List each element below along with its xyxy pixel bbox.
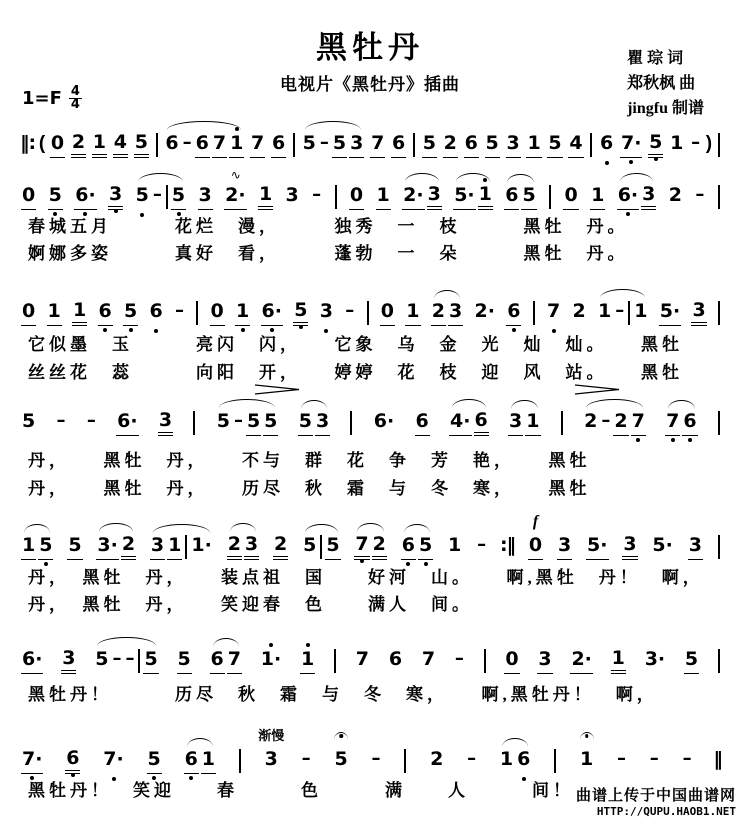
note: 5: [135, 185, 150, 210]
note: 2: [613, 411, 628, 436]
note: 3 渐慢: [264, 749, 279, 774]
note: 5: [293, 300, 308, 326]
note: 1: [448, 534, 462, 556]
note: 1: [579, 749, 594, 774]
octave-dot-below: [671, 438, 675, 442]
note: 5·: [659, 301, 681, 326]
barline: [334, 649, 336, 673]
lyric-line: 丹， 黑牡 丹， 笑迎春 色 满人 间。: [28, 595, 473, 614]
slur-group: [401, 184, 443, 210]
lyric-line: 它似墨 玉 亮闪 闪， 它象 乌 金 光 灿 灿。 黑牡: [28, 335, 683, 354]
note: 6·: [21, 649, 43, 674]
note: 7: [227, 649, 242, 674]
note: 3: [557, 535, 572, 560]
note: 6·: [116, 411, 138, 436]
note: 3: [349, 133, 364, 158]
decrescendo-hairpin-icon: [575, 384, 621, 395]
repeat-start-barline: ‖:: [20, 132, 36, 154]
note: 6: [210, 649, 225, 674]
site-name: 曲谱上传于中国曲谱网: [575, 788, 736, 804]
note: 5: [38, 535, 53, 560]
note: 6·: [373, 410, 395, 432]
note: 5: [521, 185, 536, 210]
note: 6·: [617, 185, 639, 210]
duration-dash: –: [649, 748, 659, 769]
duration-dash: –: [467, 748, 477, 769]
slur-group: [215, 410, 280, 436]
note: 6·: [74, 185, 96, 210]
note: 6: [65, 748, 80, 774]
note: 1: [201, 749, 216, 774]
note: 5: [48, 185, 63, 210]
note: 6: [682, 411, 697, 436]
note: 0 f: [528, 535, 543, 560]
barline: [554, 749, 556, 773]
note: 1: [229, 133, 244, 158]
note: 3: [622, 534, 637, 560]
note: 2· ∿: [224, 185, 246, 210]
note: 3: [315, 411, 330, 436]
note: 3: [506, 133, 521, 158]
slur-group: [616, 184, 658, 210]
note: 3·: [96, 535, 118, 560]
note: 5: [143, 649, 158, 674]
note: 3: [319, 301, 334, 326]
note: 3: [508, 411, 523, 436]
note: 7: [370, 133, 385, 158]
duration-dash: –: [617, 748, 626, 769]
note: 5: [263, 411, 278, 436]
music-system-7: [20, 728, 722, 774]
note: 6: [504, 185, 519, 210]
note: 2: [430, 748, 444, 770]
note: 1: [167, 535, 182, 560]
duration-dash: –: [56, 410, 66, 431]
slur-group: [452, 184, 494, 210]
barline: [239, 749, 241, 773]
parenthesis: (: [38, 133, 46, 154]
note: 3: [244, 534, 259, 560]
note: 6: [415, 411, 430, 436]
note: 0: [210, 301, 225, 326]
note: 6: [195, 133, 210, 158]
note: 1: [376, 185, 391, 210]
note: 1: [611, 648, 626, 674]
octave-dot-below: [629, 160, 633, 164]
slur-group: [149, 535, 214, 560]
note: 5: [134, 132, 149, 158]
note: 0: [504, 649, 519, 674]
fermata-icon: [334, 732, 348, 740]
note: 2: [431, 301, 446, 326]
note: 5: [95, 648, 109, 670]
credit-lyricist: 瞿 琮 词: [627, 50, 684, 67]
note: 1: [258, 184, 273, 210]
key-signature: [22, 86, 82, 111]
note: 3: [108, 184, 123, 210]
slur-group: [93, 648, 159, 674]
time-numerator: 4: [70, 84, 80, 99]
note: 1: [300, 649, 315, 674]
note: 6: [271, 133, 286, 158]
note: 1: [405, 301, 420, 326]
slur-group: [498, 749, 532, 774]
note: 3: [150, 535, 165, 560]
note: 1·: [191, 534, 212, 556]
note: 3: [285, 184, 299, 206]
note: 1: [499, 748, 514, 770]
note: 2: [668, 184, 682, 206]
barline: [185, 535, 187, 559]
barline: [533, 301, 535, 325]
music-system-5: [20, 513, 722, 560]
note: 0: [50, 133, 65, 158]
note: 7: [665, 411, 680, 436]
note: 1: [47, 301, 62, 326]
slur-group: [209, 649, 243, 674]
fermata-icon: [580, 732, 594, 740]
note: 6: [98, 301, 113, 326]
duration-dash: –: [233, 410, 243, 431]
barline: [590, 133, 592, 157]
note: 6: [506, 301, 521, 326]
slur-group: [507, 411, 541, 436]
duration-dash: –: [319, 132, 329, 153]
slur-group: [134, 184, 187, 210]
note: 1·: [260, 649, 282, 674]
duration-dash: –: [312, 184, 322, 205]
note: 3: [537, 649, 552, 674]
barline: [196, 301, 198, 325]
note: 1: [72, 300, 87, 326]
duration-dash: –: [615, 300, 625, 321]
note: 5·: [652, 534, 673, 556]
note: 0: [563, 185, 578, 210]
note: 6: [599, 133, 614, 158]
slur-group: [664, 411, 698, 436]
note: 6·: [261, 301, 283, 326]
note: 6: [516, 749, 531, 774]
tempo-mark: 渐慢: [258, 728, 285, 743]
credits-block: [627, 46, 704, 121]
note: 4: [568, 133, 583, 158]
duration-dash: –: [86, 410, 96, 431]
note: 5: [171, 185, 186, 210]
barline: [718, 535, 720, 559]
note: 0: [21, 185, 36, 210]
note: 5: [302, 132, 316, 154]
octave-dot-above: [483, 178, 487, 182]
note: 6: [165, 132, 179, 154]
music-system-2: [20, 168, 722, 210]
note: 5: [422, 133, 437, 158]
slur-group: [20, 535, 54, 560]
note: 7: [250, 133, 265, 158]
note: 7·: [102, 749, 124, 774]
note: 2: [572, 300, 586, 322]
slur-group: [163, 132, 245, 158]
duration-dash: –: [345, 300, 355, 321]
note: 2: [273, 534, 288, 560]
credit-composer: 郑秋枫 曲: [627, 75, 696, 92]
slur-group: [596, 300, 649, 326]
barline: [350, 411, 352, 435]
note: 5: [485, 133, 500, 158]
note: 3: [688, 535, 703, 560]
note: 6: [149, 301, 164, 326]
note: 5: [303, 534, 317, 556]
note: 1: [478, 184, 493, 210]
note: 3: [158, 410, 173, 436]
time-denominator: 4: [70, 97, 80, 112]
note: 5: [67, 535, 82, 560]
duration-dash: –: [301, 748, 311, 769]
duration-dash: –: [152, 184, 162, 205]
note: 5·: [453, 185, 475, 210]
lyric-line: 丝丝花 蕊 向阳 开， 婷婷 花 枝 迎 风 站。 黑牡: [28, 363, 683, 382]
note: 7·: [21, 749, 43, 774]
note: 2: [227, 534, 242, 560]
octave-dot-above: [235, 127, 239, 131]
note: 2·: [570, 649, 592, 674]
note: 6: [401, 535, 416, 560]
duration-dash: –: [601, 410, 611, 431]
slur-group: [353, 534, 387, 560]
note: 4·: [449, 411, 471, 436]
barline: [335, 185, 337, 209]
note: 2: [121, 534, 136, 560]
note: 7: [631, 411, 646, 436]
note: 5: [332, 133, 347, 158]
barline: [718, 411, 720, 435]
slur-group: [226, 534, 260, 560]
slur-group: [183, 749, 217, 774]
barline: [367, 301, 369, 325]
note: 6: [184, 749, 199, 774]
barline: [561, 411, 563, 435]
barline: [193, 411, 195, 435]
lyric-line: 丹， 黑牡 丹， 装点祖 国 好河 山。 啊,黑牡 丹！ 啊，: [28, 568, 704, 587]
credit-transcriber: jingfu 制谱: [627, 100, 704, 117]
song-subtitle: 电视片《黑牡丹》插曲: [280, 75, 460, 94]
note: 1: [525, 411, 540, 436]
note: 7·: [620, 133, 642, 158]
note: 5: [216, 410, 230, 432]
note: 5: [333, 749, 348, 774]
note: 5: [22, 410, 36, 432]
lyric-line: 丹， 黑牡 丹， 不与 群 花 争 芳 艳， 黑牡: [28, 451, 591, 470]
note: 5: [246, 411, 261, 436]
lyric-line: 春城五月 花烂 漫， 独秀 一 枝 黑牡 丹。: [28, 217, 629, 236]
octave-dot-below: [688, 438, 692, 442]
barline: [718, 649, 720, 673]
barline: [404, 749, 406, 773]
note: 3: [691, 300, 706, 326]
note: 6: [474, 410, 489, 436]
note: 5: [418, 535, 433, 560]
note: 2·: [474, 300, 495, 322]
note: 5·: [586, 535, 608, 560]
octave-dot-below: [299, 325, 303, 329]
mordent-icon: ∿: [230, 168, 240, 182]
lyric-line: 黑牡丹！ 笑迎 春 色 满 人 间！: [28, 781, 574, 800]
slur-group: [582, 410, 647, 436]
note: 5: [123, 301, 138, 326]
note: 2·: [402, 185, 424, 210]
slur-group: [448, 410, 490, 436]
barline: [138, 649, 140, 673]
barline: [718, 301, 720, 325]
slur-group: [301, 132, 366, 158]
octave-dot-below: [636, 438, 640, 442]
note: 0: [349, 185, 364, 210]
duration-dash: –: [691, 132, 701, 153]
note: 6: [391, 133, 406, 158]
site-attribution: [576, 784, 736, 818]
barline: [293, 133, 295, 157]
note: 5: [325, 535, 340, 560]
note: 0: [380, 301, 395, 326]
note: 7: [546, 301, 561, 326]
duration-dash: –: [125, 648, 135, 669]
lyric-line: 丹， 黑牡 丹， 历尽 秋 霜 与 冬 寒， 黑牡: [28, 479, 591, 498]
barline: [549, 185, 551, 209]
time-signature: [69, 86, 82, 111]
slur-group: [297, 411, 331, 436]
duration-dash: –: [112, 648, 122, 669]
music-system-6: [20, 640, 722, 674]
music-system-4: [20, 402, 722, 436]
note: 5: [177, 649, 192, 674]
music-system-3: [20, 292, 722, 326]
octave-dot-above: [269, 643, 273, 647]
duration-dash: –: [477, 534, 487, 555]
dynamic-mark: f: [532, 513, 539, 530]
slur-group: [301, 535, 341, 560]
note: 5: [684, 649, 699, 674]
note: 1: [526, 133, 541, 158]
repeat-end-barline: :‖: [499, 534, 516, 556]
note: 2: [372, 534, 387, 560]
parenthesis: ): [705, 133, 713, 154]
barline: [628, 301, 630, 325]
note: 3: [427, 184, 442, 210]
octave-dot-below: [654, 157, 658, 161]
note: 5: [298, 411, 313, 436]
duration-dash: –: [695, 184, 705, 205]
lyric-line: 黑牡丹！ 历尽 秋 霜 与 冬 寒， 啊,黑牡丹！ 啊，: [28, 685, 658, 704]
note: 1: [92, 132, 107, 158]
note: 6: [388, 648, 403, 670]
note: 0: [21, 301, 36, 326]
duration-dash: –: [175, 300, 184, 321]
note: 3: [641, 184, 656, 210]
note: 6: [464, 133, 479, 158]
site-url[interactable]: HTTP://QUPU.HAOB1.NET: [596, 805, 736, 818]
barline: [320, 535, 322, 559]
note: 4: [113, 132, 128, 158]
key-label: 1=F: [22, 88, 62, 109]
lyric-line: 婀娜多姿 真好 看， 蓬勃 一 朵 黑牡 丹。: [28, 244, 629, 263]
duration-dash: –: [454, 648, 464, 669]
note: 5: [147, 749, 162, 774]
note: 3: [61, 648, 76, 674]
note: 3·: [644, 648, 666, 670]
slur-group: [95, 534, 137, 560]
note: 5: [547, 133, 562, 158]
note: 5: [648, 132, 663, 158]
duration-dash: –: [682, 748, 692, 769]
octave-dot-below: [605, 161, 609, 165]
octave-dot-above: [306, 643, 310, 647]
barline: [156, 133, 158, 157]
note: 1: [598, 300, 612, 322]
barline: [718, 133, 720, 157]
barline: [413, 133, 415, 157]
note: 3: [198, 185, 213, 210]
slur-group: [430, 301, 464, 326]
note: 1: [235, 301, 250, 326]
decrescendo-hairpin-icon: [255, 384, 301, 395]
barline: [484, 649, 486, 673]
note: 7: [212, 133, 227, 158]
note: 1: [670, 132, 684, 154]
music-system-1: [20, 124, 722, 158]
note: 1: [590, 185, 605, 210]
duration-dash: –: [371, 748, 381, 769]
note: 7: [354, 534, 369, 560]
note: 2: [443, 133, 458, 158]
duration-dash: –: [182, 132, 192, 153]
note: 2: [583, 411, 598, 436]
note: 7: [355, 648, 370, 670]
note: 1: [634, 300, 648, 322]
barline: [718, 185, 720, 209]
note: 2: [71, 132, 86, 158]
slur-group: [503, 185, 537, 210]
barline: [166, 185, 168, 209]
slur-group: [400, 535, 434, 560]
final-barline: ‖: [713, 748, 722, 770]
note: 7: [421, 648, 436, 670]
note: 3: [448, 301, 463, 326]
note: 1: [21, 535, 36, 560]
song-title: 黑牡丹: [316, 30, 424, 65]
